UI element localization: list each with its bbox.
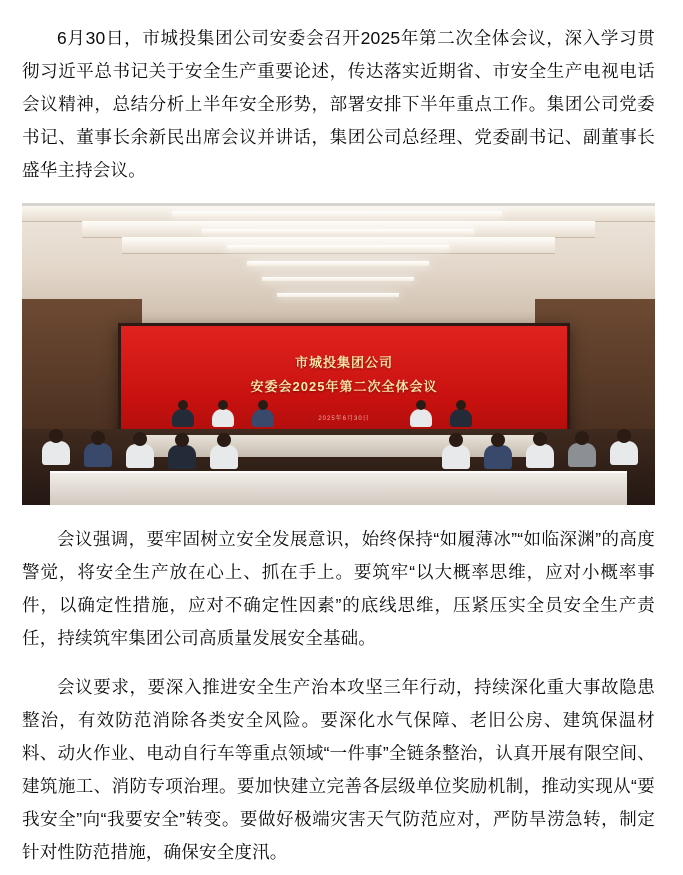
attendee [526, 444, 554, 468]
attendee [442, 445, 470, 469]
attendee-head [575, 431, 589, 445]
ceiling-light [247, 261, 429, 266]
attendee [212, 409, 234, 427]
attendee [568, 443, 596, 467]
attendee-head [449, 433, 463, 447]
attendee [84, 443, 112, 467]
attendee-head [416, 400, 426, 410]
attendee-head [133, 432, 147, 446]
attendee-head [456, 400, 466, 410]
attendee-head [258, 400, 268, 410]
attendee [210, 445, 238, 469]
attendee [172, 409, 194, 427]
ceiling-light [262, 277, 414, 281]
conference-table-far [140, 435, 537, 457]
attendee [168, 445, 196, 469]
attendee [610, 441, 638, 465]
paragraph-2: 会议强调，要牢固树立安全发展意识，始终保持“如履薄冰”“如临深渊”的高度警觉，将安全生产放在心上、抓在手上。要筑牢“以大概率思维，应对小概率事件，以确定性措施，应对不确定性因素”的底线思维，压紧压实全员安全生产责任，持续筑牢集团公司高质量发展安全基础。 [22, 529, 655, 648]
attendee-head [175, 433, 189, 447]
attendee [450, 409, 472, 427]
conference-table-near [50, 471, 627, 505]
attendee [484, 445, 512, 469]
attendee [252, 409, 274, 427]
ceiling-light [202, 229, 474, 234]
ceiling-light [172, 211, 502, 217]
attendee-head [217, 433, 231, 447]
ceiling-light [227, 245, 449, 250]
attendee [42, 441, 70, 465]
attendee-head [533, 432, 547, 446]
attendee-head [91, 431, 105, 445]
attendee-head [178, 400, 188, 410]
ceiling-light [277, 293, 399, 297]
paragraph-3: 会议要求，要深入推进安全生产治本攻坚三年行动，持续深化重大事故隐患整治，有效防范消除各类安全风险。要深化水气保障、老旧公房、建筑保温材料、动火作业、电动自行车等重点领域“一件事”全链条整治，认真开展有限空间、建筑施工、消防专项治理。要加快建立完善各层级单位奖励机制，推动实现从“要我安全”向“我要安全”转变。要做好极端灾害天气防范应对，严防旱涝急转，制定针对性防范措施，确保安全度汛。 [22, 677, 655, 862]
screen-title-line1: 市城投集团公司 [294, 355, 393, 370]
attendee-head [617, 429, 631, 443]
screen-title-line2: 安委会2025年第二次全体会议 [250, 379, 438, 394]
photo-top-edge [22, 203, 655, 206]
paragraph-1: 6月30日，市城投集团公司安委会召开2025年第二次全体会议，深入学习贯彻习近平总书记关于安全生产重要论述，传达落实近期省、市安全生产电视电话会议精神，总结分析上半年安全形势，部署安排下半年重点工作。集团公司党委书记、董事长余新民出席会议并讲话，集团公司总经理、党委副书记、副董事长盛华主持会议。 [22, 28, 655, 180]
screen-subtitle: 2025年6月30日 [318, 416, 370, 422]
attendee-head [49, 429, 63, 443]
attendee-head [218, 400, 228, 410]
attendee-head [491, 433, 505, 447]
attendee [410, 409, 432, 427]
attendee [126, 444, 154, 468]
meeting-photo [22, 203, 655, 505]
